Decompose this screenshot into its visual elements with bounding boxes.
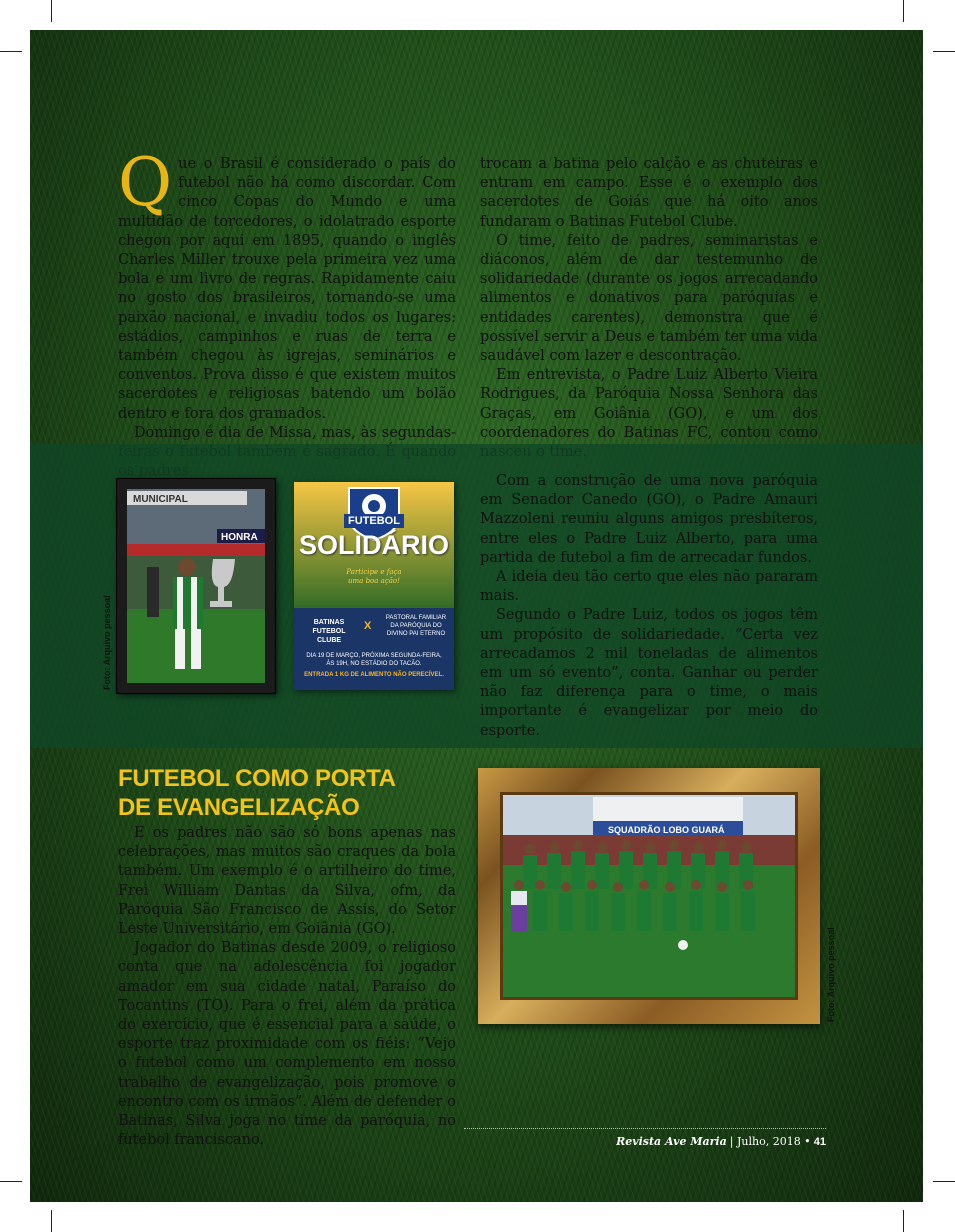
drop-cap: Q [118, 144, 173, 221]
article-paragraph: trocam a batina pelo calção e as chuteiras e entram em campo. Esse é o exemplo dos sacerdotes de Goiás que há oito anos fundaram o Batinas Futebol Clube. [480, 156, 818, 230]
article-paragraph: Segundo o Padre Luiz, todos os jogos têm um propósito de solidariedade. “Certa vez arrecadamos 2 mil toneladas de alimentos em um só evento”, conta. Ganhar ou perder não faz diferença para o time, o mais importante é evangelizar por meio do esporte. [480, 607, 818, 739]
crop-mark [933, 51, 955, 52]
photo-credit: Foto: Arquivo pessoal [826, 927, 836, 1022]
crop-mark [0, 1181, 22, 1182]
photo-credit: Foto: Arquivo pessoal [102, 595, 112, 690]
page-number: 41 [813, 1136, 826, 1148]
team-photo-frame [478, 768, 820, 1024]
issue-date: | Julho, 2018 • [729, 1135, 811, 1148]
honor-banner: HONRA [221, 532, 258, 543]
poster-slogan: Participe e faça uma boa ação! [346, 568, 402, 585]
band-text [480, 472, 818, 741]
stadium-sign: MUNICIPAL [133, 494, 188, 505]
trophy-photo-image [117, 479, 275, 693]
poster-entry: ENTRADA 1 KG DE ALIMENTO NÃO PERECÍVEL. [304, 672, 444, 678]
page-footer [464, 1128, 826, 1148]
poster-title-big: SOLIDÁRIO [298, 530, 449, 560]
team-photo-image [503, 795, 795, 997]
article-paragraph: E os padres não são só bons apenas nas celebrações, mas muitos são craques da bola também. Um exemplo é o artilheiro do time, Frei William Dantas da Silva, ofm, da Paróquia São Francisco de Assis, do Setor Leste Universitário, em Goiânia (GO). [118, 825, 456, 938]
poster-title-small: FUTEBOL [348, 515, 400, 527]
article-paragraph: O time, feito de padres, seminaristas e diáconos, além de dar testemunho de solidariedade (durante os jogos arrecadando alimentos e donativos para paróquias e entidades carentes), demonstra que é possível servir a Deus e também ter uma vida saudável com lazer e descontração. [480, 232, 818, 365]
crop-mark [51, 1210, 52, 1232]
poster-team2: PASTORAL FAMILIAR DA PARÓQUIA DO DIVINO PAI ETERNO [385, 615, 447, 637]
article-paragraph: Em entrevista, o Padre Luiz Alberto Vieira Rodrigues, da Paróquia Nossa Senhora das Graças, em Goiânia (GO), e um dos coordenadores do Batinas FC, contou como [480, 367, 818, 441]
article-column-1 [118, 144, 456, 481]
article-column-2 [480, 155, 818, 462]
crop-mark [903, 1210, 904, 1232]
crop-mark [933, 1181, 955, 1182]
article-paragraph: ue o Brasil é considerado o país do futebol não há como discordar. Com cinco Copas do Mundo e uma multidão de torcedores, o idolatrado esporte chegou por aqui em 1895, quando o inglês Charles Miller trouxe pela primeira vez uma bola e um livro de regras. Rapidamente caiu no gosto dos brasileiros, tornando-se uma paixão nacional, e invadiu todos os lugares: estádios, campinhos e ruas de terra e também chegou às igrejas, seminários e conventos. Prova disso é que existem muitos sacerdotes e religiosas batendo um bolão dentro e fora dos gramados. [118, 156, 456, 422]
poster-vs: X [364, 620, 372, 632]
article-paragraph: Jogador do Batinas desde 2009, o religioso conta que na adolescência foi jogador amador em sua cidade natal, Paraíso do Tocantins (TO). Para o frei, além da prática do exercício, que é essencial para a saúde, o esporte traz proximidade com os fiéis: “Vejo o futebol como um complemento em nosso trabalho de evangelização, pois promove o encontro com os irmãos”. Além de defender o Batinas, Silva joga no time da paróquia, no futebol franciscano. [118, 940, 456, 1149]
crop-mark [903, 0, 904, 22]
stadium-banner: SQUADRÃO LOBO GUARÁ [608, 825, 725, 835]
section-text [118, 824, 456, 1150]
crop-mark [0, 51, 22, 52]
poster-date: DIA 19 DE MARÇO, PRÓXIMA SEGUNDA-FEIRA, ÀS 19H, NO ESTÁDIO DO TACÃO. [306, 653, 442, 667]
team-photo [500, 792, 798, 1000]
poster-team1: BATINAS FUTEBOL CLUBE [312, 619, 346, 644]
section-heading: FUTEBOL COMO PORTA DE EVANGELIZAÇÃO [118, 765, 395, 821]
magazine-name: Revista Ave Maria [616, 1135, 727, 1148]
article-paragraph: Domingo é dia de Missa, mas, às segundas- [134, 424, 456, 441]
article-paragraph: Com a construção de uma nova paróquia em Senador Canedo (GO), o Padre Amauri Mazzoleni reuniu alguns amigos presbíteros, entre eles o Padre Luiz Alberto, para uma partida de futebol a fim de arrecadar fundos. [480, 473, 818, 566]
crop-mark [51, 0, 52, 22]
trophy-photo [116, 478, 276, 694]
event-poster [294, 482, 454, 690]
magazine-page [30, 30, 923, 1202]
article-paragraph: A ideia deu tão certo que eles não pararam mais. [480, 569, 818, 605]
